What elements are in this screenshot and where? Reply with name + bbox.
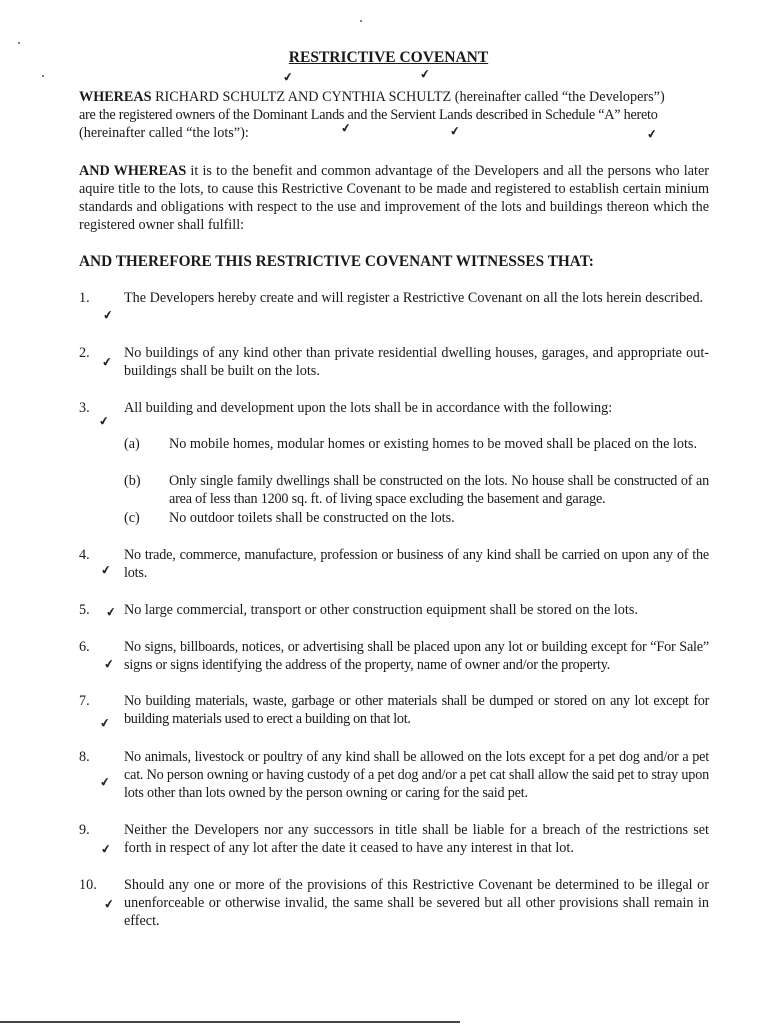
intro-line3: (hereinafter called “the lots”):: [79, 125, 249, 141]
subclause-text: Only single family dwellings shall be constructed on the lots. No house shall be constructed of an area of less than 1200 sq. ft. of living space excluding the basement and garage.: [169, 473, 709, 507]
clause-number: 7.: [79, 693, 90, 709]
clause-text: All building and development upon the lots shall be in accordance with the following:: [124, 400, 613, 416]
clause-number: 8.: [79, 749, 90, 765]
checkmark-icon: ✔: [101, 307, 115, 323]
subclause-text: No mobile homes, modular homes or existing homes to be moved shall be placed on the lots.: [169, 436, 697, 452]
clause-number: 1.: [79, 290, 90, 306]
clause-number: 4.: [79, 547, 90, 563]
checkmark-icon: ✔: [104, 604, 118, 620]
clause-text: Should any one or more of the provisions of this Restrictive Covenant be determined to be illegal or unenforceable or otherwise invalid, the same shall be severed but all other provisions shall remain in effect.: [124, 877, 709, 929]
clause-text: No signs, billboards, notices, or advertising shall be placed upon any lot or building except for “For Sale” signs or signs identifying the address of the property, name of owner and/or the property.: [124, 639, 709, 673]
scan-edge-line: [0, 1021, 460, 1023]
checkmark-icon: ✔: [99, 841, 113, 857]
clause-text: No trade, commerce, manufacture, profession or business of any kind shall be carried on upon any of the lots.: [124, 547, 709, 581]
clause-number: 3.: [79, 400, 90, 416]
clause-text: No animals, livestock or poultry of any kind shall be allowed on the lots except for a pet dog and/or a pet cat. No person owning or having custody of a pet dog and/or a pet cat shall allow the said pet to stray upon lots other than lots owned by the person owning or caring for the said pet.: [124, 749, 709, 801]
subclause-label: (a): [124, 436, 140, 452]
checkmark-icon: ✔: [98, 774, 112, 790]
recital-text: it is to the benefit and common advantage of the Developers and all the persons who later aquire title to the lots, to cause this Restrictive Covenant to be made and registered to establish certain minium standards and obligations with respect to the use and improvement of the lots and buildings thereon which the registered owner shall fulfill:: [79, 163, 710, 233]
witness-heading: AND THEREFORE THIS RESTRICTIVE COVENANT WITNESSES THAT:: [79, 253, 594, 270]
intro-line2: are the registered owners of the Dominant Lands and the Servient Lands described in Schedule “A” hereto: [79, 107, 658, 123]
checkmark-icon: ✔: [97, 413, 111, 429]
document-title: RESTRICTIVE COVENANT: [288, 49, 489, 66]
intro-line1: RICHARD SCHULTZ AND CYNTHIA SCHULTZ (hereinafter called “the Developers”): [151, 89, 665, 105]
clause-number: 5.: [79, 602, 90, 618]
checkmark-icon: ✔: [98, 715, 112, 731]
checkmark-icon: ✔: [281, 69, 295, 85]
clause-number: 9.: [79, 822, 90, 838]
checkmark-icon: ✔: [100, 354, 114, 370]
clause-text: No large commercial, transport or other construction equipment shall be stored on the lots.: [124, 602, 638, 618]
subclause-label: (c): [124, 510, 140, 526]
clause-number: 2.: [79, 345, 90, 361]
intro-paragraph: [79, 88, 711, 142]
checkmark-icon: ✔: [102, 896, 116, 912]
checkmark-icon: ✔: [645, 126, 659, 142]
clause-text: No building materials, waste, garbage or other materials shall be dumped or stored on any lot except for building materials used to erect a building on that lot.: [124, 693, 709, 727]
clause-text: Neither the Developers nor any successors in title shall be liable for a breach of the restrictions set forth in respect of any lot after the date it ceased to have any interest in that lot.: [124, 822, 709, 856]
intro-lead: WHEREAS: [79, 89, 152, 105]
scan-speck: [360, 20, 362, 22]
clause-text: No buildings of any kind other than private residential dwelling houses, garages, and appropriate out-buildings shall be built on the lots.: [124, 345, 709, 379]
clause-number: 10.: [79, 877, 97, 893]
scan-speck: [42, 75, 44, 77]
checkmark-icon: ✔: [102, 656, 116, 672]
recital-paragraph: [79, 162, 709, 234]
clause-text: The Developers hereby create and will register a Restrictive Covenant on all the lots herein described.: [124, 290, 704, 306]
subclause-text: No outdoor toilets shall be constructed on the lots.: [169, 510, 455, 526]
checkmark-icon: ✔: [418, 66, 432, 82]
checkmark-icon: ✔: [339, 120, 353, 136]
scan-speck: [18, 42, 20, 44]
subclause-label: (b): [124, 473, 141, 489]
checkmark-icon: ✔: [99, 562, 113, 578]
recital-lead: AND WHEREAS: [79, 163, 187, 179]
clause-number: 6.: [79, 639, 90, 655]
checkmark-icon: ✔: [448, 123, 462, 139]
